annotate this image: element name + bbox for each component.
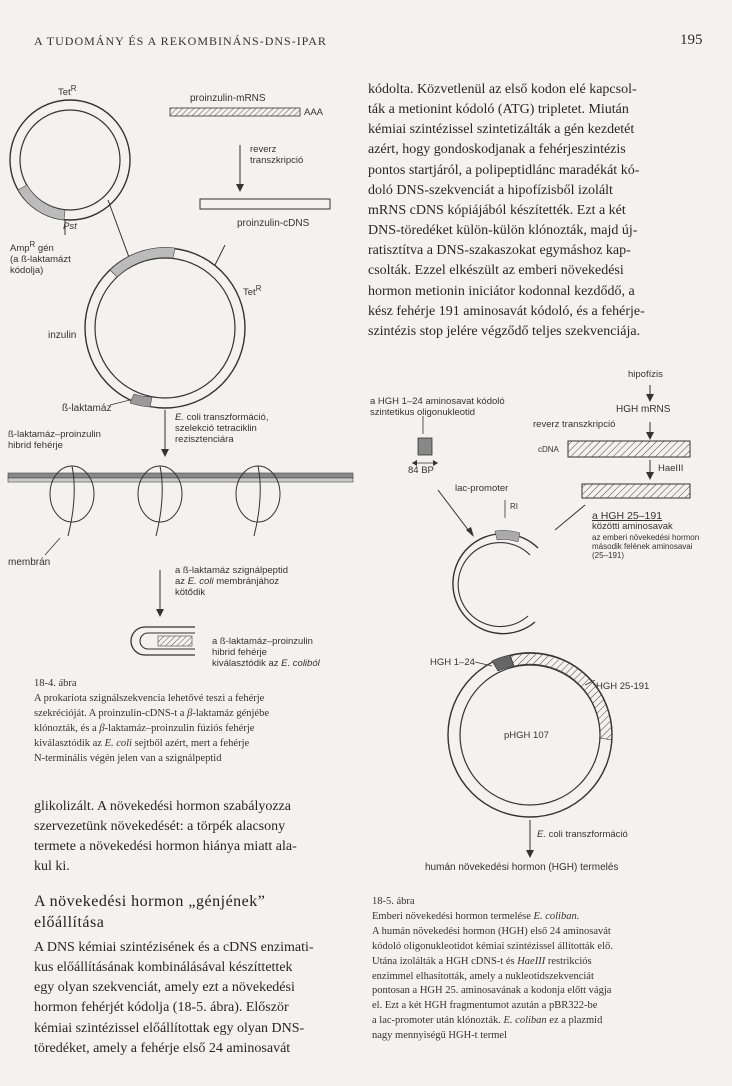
hgh-25-191-plasmid-label: HGH 25-191	[596, 681, 650, 692]
hybrid-protein-label: ß-laktamáz–proinzulin hibrid fehérje	[8, 429, 101, 451]
cell-membrane	[8, 466, 353, 536]
plasmid-top	[10, 100, 130, 260]
proinsulin-cdna-label: proinzulin-cDNS	[237, 218, 310, 229]
hgh-production-label: humán növekedési hormon (HGH) termelés	[425, 862, 619, 873]
lac-promoter-label: lac-promoter	[455, 483, 509, 494]
oligo-fragment	[418, 438, 432, 455]
tet-r-label-mid: Tet$^R$	[243, 284, 262, 299]
hgh-25-191-label: a HGH 25–191 közötti aminosavak az emberi növekedési hormon második felének aminosavai (25–191)	[592, 510, 700, 561]
haeiii-label: HaeIII	[658, 463, 684, 474]
page-number: 195	[680, 32, 703, 48]
plasmid-middle	[85, 247, 245, 408]
hgh-cdna-bar	[568, 441, 690, 457]
ri-label: RI	[510, 502, 518, 511]
phgh107-label: pHGH 107	[504, 730, 549, 741]
running-title: A TUDOMÁNY ÉS A REKOMBINÁNS-DNS-IPAR	[34, 34, 327, 48]
tet-r-label-top: Tet$^R$	[58, 84, 77, 99]
mrna-bar	[170, 108, 300, 116]
hgh-mrna-label: HGH mRNS	[616, 404, 671, 415]
insulin-label: inzulin	[48, 330, 77, 341]
hgh-1-24-label: HGH 1–24	[430, 657, 475, 668]
bp84-label: 84 BP	[408, 465, 434, 476]
membrane-label: membrán	[8, 557, 51, 568]
figure-18-4-caption: 18-4. ábra A prokariota szignálszekvencia lehetővé teszi a fehérje szekrécióját. A proinzulin-cDNS-t a β-laktamáz génjébe klónozták, és a β-laktamáz–proinzulin fúziós fehérje kiválasztódik az E. coli sejtből azért, mert a fehérje N-terminális végén jelen van a szignálpeptid	[34, 678, 269, 764]
ampr-label: Amp$^R$ gén (a ß-laktamázt kódolja)	[10, 240, 71, 276]
hypophysis-label: hipofízis	[628, 369, 663, 380]
left-text-block: glikolizált. A növekedési hormon szabályozza szervezetünk növekedését: a törpék alacsony termete a növekedési hormon hiánya miatt ala- kul ki.	[34, 799, 297, 875]
cdna-bar	[200, 199, 330, 209]
right-text-block: kódolta. Közvetlenül az első kodon elé kapcsol- ták a metionint kódoló (ATG) tripletet. Miután kémiai szintézissel szintetizálták a gén kezdetét azért, hogy gondoskodjanak a fehérjeszintézis pontos startjáról, a polipeptidlánc maradékát kó- doló DNS-szekvenciát a hipofízisből izolált mRNS cDNS kópiájából készítették. Ezt a két DNS-töredéket külön-külön klónozták, majd új- ratisztítva a DNS-szakaszokat egymáshoz kap- csolták. Ezzel elkészült az emberi növekedési hormon metionin iniciátor kodonnal kezdődő, a kész fehérje 191 aminosavát kódoló, és a fehérje- szintézis stop jelére végződő teljes szekvenciája.	[368, 82, 645, 339]
blactamase-label: ß-laktamáz	[62, 403, 112, 414]
pst-label: Pst	[63, 221, 77, 232]
figure-18-5-caption: 18-5. ábra Emberi növekedési hormon termelése E. coliban. A humán növekedési hormon (HGH) első 24 aminosavát kódoló oligonukleotidot kémiai szintézissel állították elő. Utána izolálták a HGH cDNS-t és HaeIII restrikciós enzimmel elhasították, amely a nukleotidszekvenciát pontosan a HGH 25. aminosavának a kodonja előtt vágja el. Ezt a két HGH fragmentumot azután a pBR322-be a lac-promoter után klónozták. E. coliban ez a plazmid nagy mennyiségű HGH-t termel	[372, 896, 613, 1042]
section-heading: A növekedési hormon „génjének” előállítása	[34, 893, 266, 931]
polya-label: AAA	[304, 107, 324, 118]
transformation-label: E. coli transzformáció, szelekció tetraciklin rezisztenciára	[175, 412, 269, 445]
oligonucleotide-label: a HGH 1–24 aminosavat kódoló szintetikus oligonukleotid	[370, 396, 505, 418]
transformation-label-2: E. coli transzformáció	[537, 829, 628, 840]
proinsulin-mrna-label: proinzulin-mRNS	[190, 93, 266, 104]
reverse-transcription-label: reverz transzkripció	[250, 144, 304, 166]
hgh-25-191-fragment	[582, 484, 690, 498]
reverse-transcription-label-2: reverz transzkripció	[533, 419, 616, 430]
cdna-label: cDNA	[538, 445, 559, 454]
secretion-label: a ß-laktamáz–proinzulin hibrid fehérje kiválasztódik az E. coliból	[212, 636, 320, 669]
section-text-block: A DNS kémiai szintézisének és a cDNS enzimati- kus előállításának kombinálásával készíttettek egy olyan szekvenciát, amely ezt a növekedési hormon fehérjét kódolja (18-5. ábra). Először kémiai szintézissel előállítottak egy olyan DNS- töredéket, amely a fehérje első 24 aminosavát	[34, 940, 314, 1056]
signal-peptide-label: a ß-laktamáz szignálpeptid az E. coli membránjához kötődik	[175, 565, 288, 598]
